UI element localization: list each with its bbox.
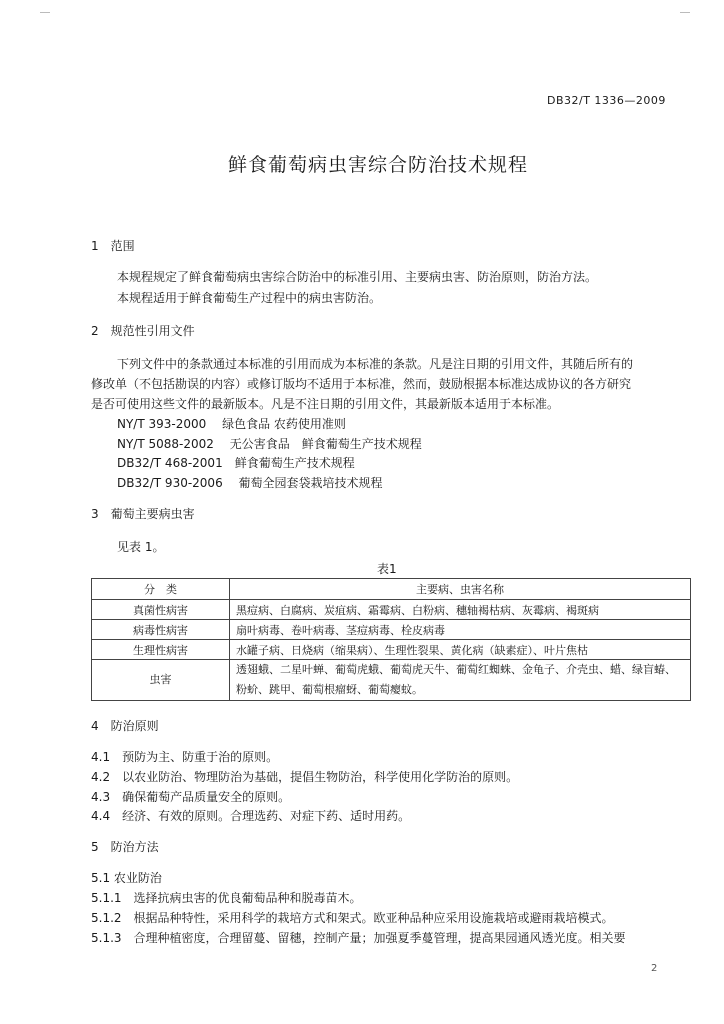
section-1-heading: 1 范围 xyxy=(91,239,135,253)
section-1-paragraph: 本规程规定了鲜食葡萄病虫害综合防治中的标准引用、主要病虫害、防治原则，防治方法。 xyxy=(117,270,598,284)
page-number: 2 xyxy=(651,963,658,974)
section-3-heading: 3 葡萄主要病虫害 xyxy=(91,507,195,521)
section-5-heading: 5 防治方法 xyxy=(91,840,159,854)
section-2-heading: 2 规范性引用文件 xyxy=(91,324,195,338)
table-cell-category: 真菌性病害 xyxy=(92,600,230,620)
table-header-cell: 主要病、虫害名称 xyxy=(230,579,691,600)
table-row xyxy=(92,600,691,620)
table-cell-names: 透翅蛾、二星叶蝉、葡萄虎蛾、葡萄虎天牛、葡萄红蜘蛛、金龟子、介壳虫、蜡、绿盲蝽、粉蚧、跳甲、葡萄根瘤蚜、葡萄瘿蚊。 xyxy=(230,660,691,701)
table-header-row xyxy=(92,579,691,600)
table-cell-category: 生理性病害 xyxy=(92,640,230,660)
section-1-paragraph: 本规程适用于鲜食葡萄生产过程中的病虫害防治。 xyxy=(117,291,382,305)
table-caption: 表1 xyxy=(377,562,397,576)
principle-item: 4.4 经济、有效的原则。合理选药、对症下药、适时用药。 xyxy=(91,809,411,823)
section-2-line: 是否可使用这些文件的最新版本。凡是不注日期的引用文件，其最新版本适用于本标准。 xyxy=(91,397,560,411)
pest-table xyxy=(91,578,691,701)
reference-item: NY/T 393-2000 绿色食品 农药使用准则 xyxy=(117,417,346,431)
table-row xyxy=(92,620,691,640)
section-4-heading: 4 防治原则 xyxy=(91,719,159,733)
reference-item: NY/T 5088-2002 无公害食品 鲜食葡萄生产技术规程 xyxy=(117,437,422,451)
method-item: 5.1.1 选择抗病虫害的优良葡萄品种和脱毒苗木。 xyxy=(91,891,362,905)
subsection-heading: 5.1 农业防治 xyxy=(91,871,162,885)
scan-mark xyxy=(40,12,50,13)
table-row xyxy=(92,640,691,660)
section-2-line: 下列文件中的条款通过本标准的引用而成为本标准的条款。凡是注日期的引用文件，其随后所有的 xyxy=(117,357,634,371)
table-cell-names: 黑痘病、白腐病、炭疽病、霜霉病、白粉病、穗轴褐枯病、灰霉病、褐斑病 xyxy=(230,600,691,620)
table-cell-category: 虫害 xyxy=(92,660,230,701)
reference-item: DB32/T 930-2006 葡萄全园套袋栽培技术规程 xyxy=(117,476,383,490)
table-cell-names: 扇叶病毒、卷叶病毒、茎痘病毒、栓皮病毒 xyxy=(230,620,691,640)
method-item: 5.1.3 合理种植密度，合理留蔓、留穗，控制产量；加强夏季蔓管理，提高果园通风透光度。相关要 xyxy=(91,931,626,945)
standard-code: DB32/T 1336—2009 xyxy=(547,94,666,107)
principle-item: 4.2 以农业防治、物理防治为基础，提倡生物防治，科学使用化学防治的原则。 xyxy=(91,770,519,784)
principle-item: 4.1 预防为主、防重于治的原则。 xyxy=(91,750,279,764)
document-title: 鲜食葡萄病虫害综合防治技术规程 xyxy=(228,154,529,176)
reference-item: DB32/T 468-2001 鲜食葡萄生产技术规程 xyxy=(117,456,355,470)
section-2-line: 修改单（不包括勘误的内容）或修订版均不适用于本标准，然而，鼓励根据本标准达成协议的各方研究 xyxy=(91,377,632,391)
method-item: 5.1.2 根据品种特性，采用科学的栽培方式和架式。欧亚种品种应采用设施栽培或避雨栽培模式。 xyxy=(91,911,614,925)
table-row xyxy=(92,660,691,701)
table-header-cell: 分 类 xyxy=(92,579,230,600)
scan-mark xyxy=(680,12,690,13)
table-cell-names: 水罐子病、日烧病（缩果病）、生理性裂果、黄化病（缺素症）、叶片焦枯 xyxy=(230,640,691,660)
table-cell-category: 病毒性病害 xyxy=(92,620,230,640)
principle-item: 4.3 确保葡萄产品质量安全的原则。 xyxy=(91,790,291,804)
table-reference: 见表 1。 xyxy=(117,540,165,554)
